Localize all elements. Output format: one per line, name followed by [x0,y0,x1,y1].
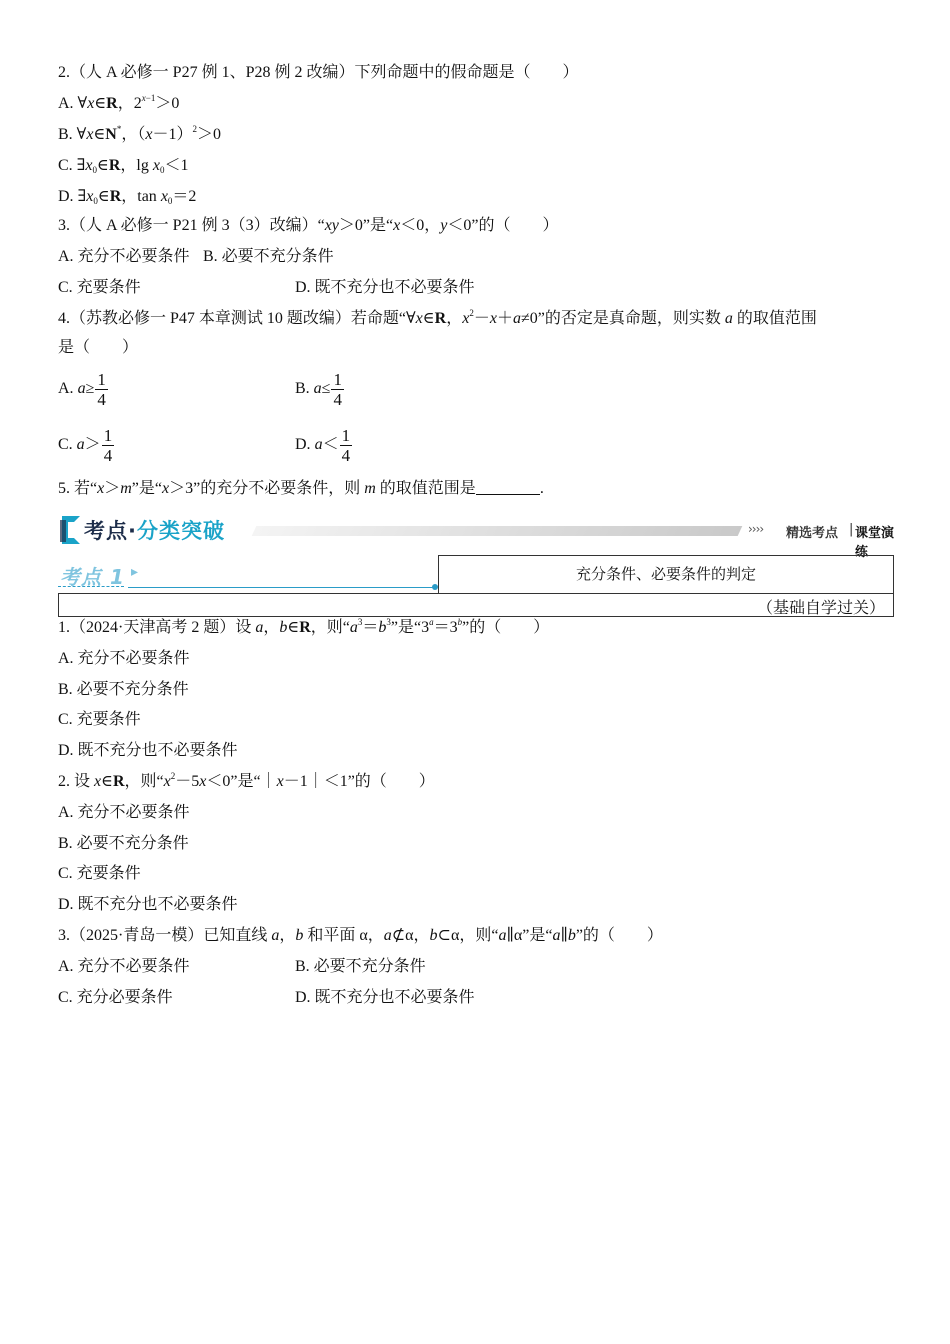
topic-note: （基础自学过关） [756,600,885,617]
topic-title: 充分条件、必要条件的判定 [438,555,894,594]
question-3-option-b: B. 必要不充分条件 [203,248,334,265]
question-4-stem-line2: 是（ ） [58,339,139,356]
banner-title-a: 考点 [84,519,128,543]
fraction-one-quarter: $\frac{1}{4}$ [97,369,106,409]
exercise-2-option-c: C. 充要条件 [58,865,141,882]
question-4-option-c: C. a＞ $\frac{1}{4}$ [58,425,113,465]
section-banner [58,512,895,560]
exercise-1-option-c: C. 充要条件 [58,711,141,728]
question-3-stem: 3.（人 A 必修一 P21 例 3（3）改编）“xy＞0”是“x＜0，y＜0”的（ ） [58,217,559,234]
topic-tag: 考点 1 [60,565,125,589]
exercise-3-option-d: D. 既不充分也不必要条件 [295,989,475,1006]
topic-tag-underline [58,586,124,587]
exercise-1-option-b: B. 必要不充分条件 [58,681,189,698]
fraction-one-quarter: $\frac{1}{4}$ [333,369,342,409]
banner-bracket-icon [58,514,86,546]
banner-subtitle-a: 精选考点 [786,526,839,541]
banner-title-dot: · [128,519,137,543]
question-3-option-c: C. 充要条件 [58,279,141,296]
question-3-option-d: D. 既不充分也不必要条件 [295,279,475,296]
exercise-1-option-d: D. 既不充分也不必要条件 [58,742,238,759]
topic-header-table [58,555,893,617]
banner-subtitle-b: 课堂演练 [855,526,895,560]
exercise-1-option-a: A. 充分不必要条件 [58,650,190,667]
exercise-1-stem: 1.（2024·天津高考 2 题）设 a，b∈R，则“$a^3=b^3$”是“$3^a=3^b$”的（ ） [58,617,550,636]
exercise-2-option-b: B. 必要不充分条件 [58,835,189,852]
topic-note-row [58,593,894,617]
exercise-3-option-b: B. 必要不充分条件 [295,958,426,975]
question-2-option-b: B. ∀x∈N*，$(x-1)^2>0$ [58,124,221,143]
exercise-2-stem: 2. 设 x∈R，则“$x^2-5x<0$”是“｜x－1｜＜1”的（ ） [58,771,435,790]
exercise-3-option-a: A. 充分不必要条件 [58,958,190,975]
chevrons-icon: ›››› [748,522,764,536]
banner-title-b: 分类突破 [136,519,225,543]
question-2-option-a: A. ∀x∈R，$2^{x-1}>0$ [58,93,180,112]
question-4-option-b: B. a≤ $\frac{1}{4}$ [295,369,342,409]
fraction-one-quarter: $\frac{1}{4}$ [341,425,351,465]
triangle-right-icon: ▸ [131,564,139,580]
banner-title [84,515,225,545]
question-2-stem: 2.（人 A 必修一 P27 例 1、P28 例 2 改编）下列命题中的假命题是（ ） [58,64,579,81]
question-4-option-a: A. a≥ $\frac{1}{4}$ [58,369,106,409]
topic-tag-cell [58,555,438,593]
banner-separator: | [849,522,854,537]
question-5-stem: 5. 若“x＞m”是“x＞3”的充分不必要条件，则 m 的取值范围是 . [58,480,544,497]
banner-divider-bar [252,526,743,536]
exercise-3-option-c: C. 充分必要条件 [58,989,173,1006]
question-4-stem-line1: 4.（苏教必修一 P47 本章测试 10 题改编）若命题“∀x∈R，$x^2-x+a\ne 0$”的否定是真命题，则实数 a 的取值范围 [58,308,817,327]
exercise-2-option-a: A. 充分不必要条件 [58,804,190,821]
question-2-option-c: C. $\exists x_0\in R$，$\lg x_0<1$ [58,157,189,175]
exercise-3-stem: 3.（2025·青岛一模）已知直线 a，b 和平面 α，a⊄α，b⊂α，则“a∥α”是“a∥b”的（ ） [58,927,663,944]
exercise-2-option-d: D. 既不充分也不必要条件 [58,896,238,913]
fraction-one-quarter: $\frac{1}{4}$ [103,425,113,465]
question-4-option-d: D. a＜ $\frac{1}{4}$ [295,425,351,465]
topic-guide-line [128,587,436,588]
question-3-option-a: A. 充分不必要条件 [58,248,190,265]
question-2-option-d: D. $\exists x_0\in R$，$\tan x_0=2$ [58,188,197,206]
answer-blank[interactable] [476,480,540,495]
